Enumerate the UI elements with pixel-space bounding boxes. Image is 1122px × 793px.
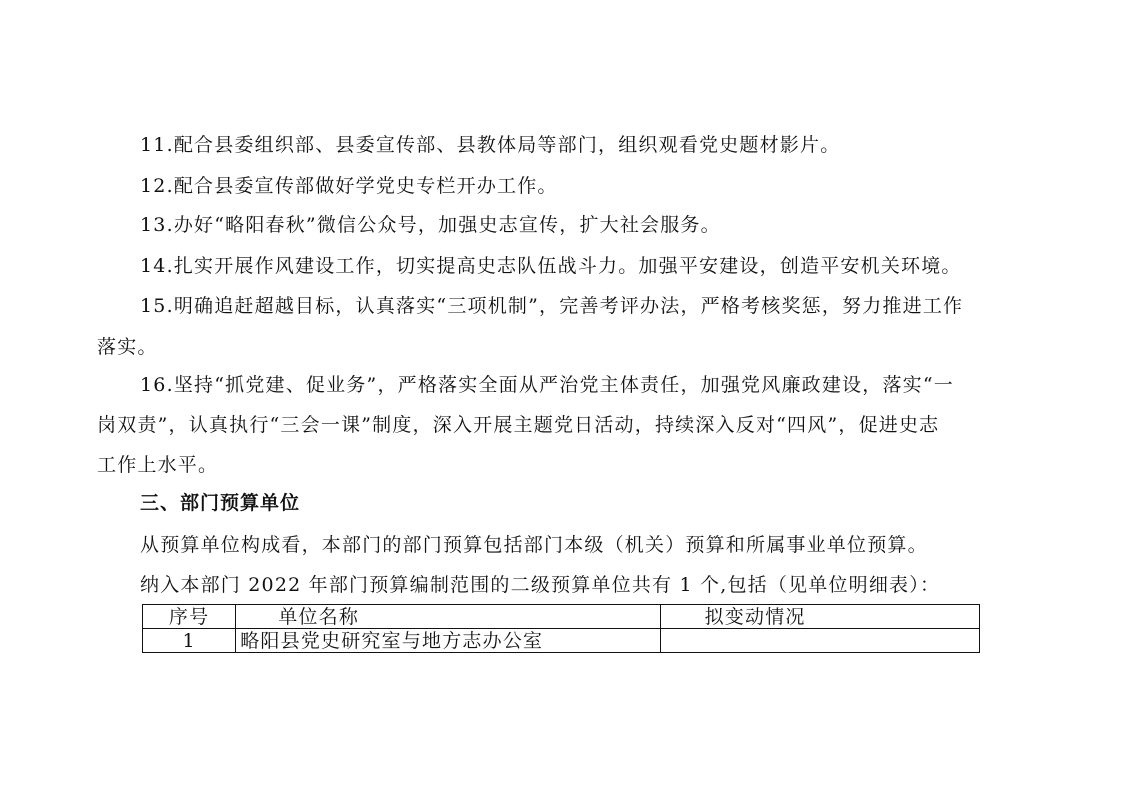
list-item: 11.配合县委组织部、县委宣传部、县教体局等部门，组织观看党史题材影片。 xyxy=(140,134,841,156)
list-item-continuation: 落实。 xyxy=(97,336,158,358)
cell-unit-name: 略阳县党史研究室与地方志办公室 xyxy=(236,629,660,653)
paragraph: 纳入本部门 2022 年部门预算编制范围的二级预算单位共有 1 个,包括（见单位明细表）： xyxy=(140,574,941,596)
paragraph: 从预算单位构成看，本部门的部门预算包括部门本级（机关）预算和所属事业单位预算。 xyxy=(140,534,928,556)
header-planned-change: 拟变动情况 xyxy=(660,605,979,629)
header-unit-name: 单位名称 xyxy=(236,605,660,629)
header-serial-number: 序号 xyxy=(143,605,236,629)
list-item: 15.明确追赶超越目标，认真落实“三项机制”，完善考评办法，严格考核奖惩，努力推进工作 xyxy=(140,295,964,317)
list-item: 14.扎实开展作风建设工作，切实提高史志队伍战斗力。加强平安建设，创造平安机关环境。 xyxy=(140,255,962,277)
cell-planned-change xyxy=(660,629,979,653)
cell-serial-number: 1 xyxy=(143,629,236,653)
table-row xyxy=(143,629,980,653)
section-heading: 三、部门预算单位 xyxy=(140,492,301,514)
list-item-continuation: 岗双责”，认真执行“三会一课”制度，深入开展主题党日活动，持续深入反对“四风”，促进史志 xyxy=(97,414,940,436)
list-item-continuation: 工作上水平。 xyxy=(97,454,219,476)
list-item: 12.配合县委宣传部做好学党史专栏开办工作。 xyxy=(140,175,558,197)
unit-detail-table xyxy=(142,604,980,653)
list-item: 13.办好“略阳春秋”微信公众号，加强史志宣传，扩大社会服务。 xyxy=(140,214,721,236)
list-item: 16.坚持“抓党建、促业务”，严格落实全面从严治党主体责任，加强党风廉政建设，落实“一 xyxy=(140,374,954,396)
table-header-row xyxy=(143,605,980,629)
